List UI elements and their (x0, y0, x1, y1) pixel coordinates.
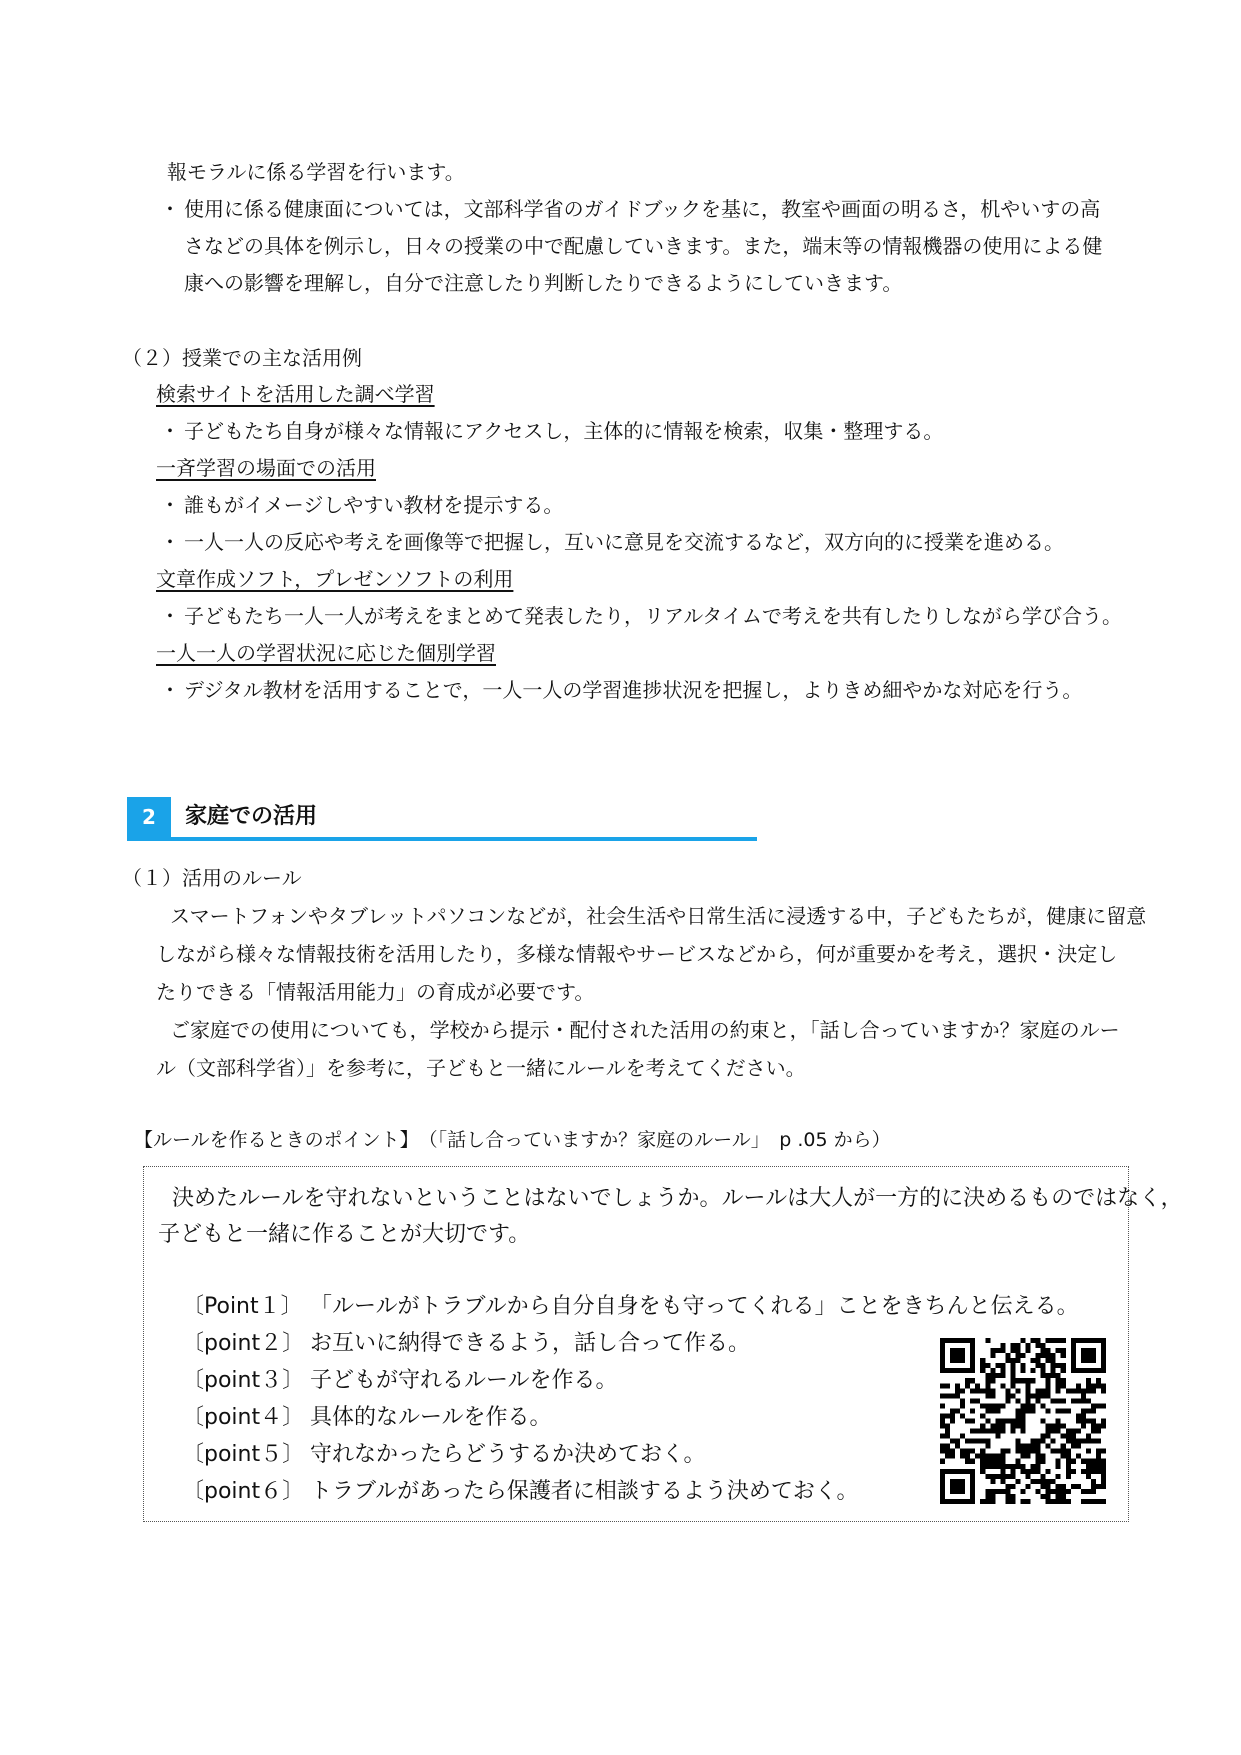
continuation-text: 報モラルに係る学習を行います。 (167, 160, 465, 184)
section-number-badge: 2 (127, 797, 171, 837)
paragraph-1-line-2: しながら様々な情報技術を活用したり，多様な情報やサービスなどから，何が重要かを考え，選択・決定し (156, 942, 1118, 966)
bullet-marker: ・ (160, 530, 180, 554)
point-text: 子どもが守れるルールを作る。 (310, 1368, 618, 1393)
section-title: 家庭での活用 (185, 804, 318, 829)
health-line-3: 康への影響を理解し，自分で注意したり判断したりできるようにしていきます。 (184, 271, 903, 295)
bullet-marker: ・ (160, 678, 180, 702)
example-bullet: 子どもたち自身が様々な情報にアクセスし，主体的に情報を検索，収集・整理する。 (184, 419, 944, 443)
section-2-header (127, 797, 757, 843)
point-label: 〔point６〕 (182, 1479, 305, 1504)
paragraph-2-line-1: ご家庭での使用についても，学校から提示・配付された活用の約束と，「話し合っていますか？家庭のルー (170, 1018, 1120, 1042)
qr-code-image[interactable] (940, 1338, 1106, 1504)
point-label: 〔point５〕 (182, 1442, 305, 1467)
example-bullet: デジタル教材を活用することで，一人一人の学習進捗状況を把握し，よりきめ細やかな対応を行う。 (184, 678, 1083, 702)
section-underline (127, 837, 757, 841)
example-bullet: 誰もがイメージしやすい教材を提示する。 (184, 493, 564, 517)
point-text: お互いに納得できるよう，話し合って作る。 (310, 1331, 751, 1356)
point-text: 具体的なルールを作る。 (310, 1405, 552, 1430)
subsection-1-heading: （１）活用のルール (122, 866, 302, 890)
example-title-group: 一斉学習の場面での活用 (156, 456, 376, 480)
point-text: 「ルールがトラブルから自分自身をも守ってくれる」ことをきちんと伝える。 (310, 1294, 1079, 1319)
subsection-2-heading: （２）授業での主な活用例 (122, 346, 362, 370)
bullet-marker: ・ (160, 419, 180, 443)
point-label: 〔point２〕 (182, 1331, 305, 1356)
point-label: 〔point４〕 (182, 1405, 305, 1430)
point-text: 守れなかったらどうするか決めておく。 (310, 1442, 706, 1467)
paragraph-1-line-1: スマートフォンやタブレットパソコンなどが，社会生活や日常生活に浸透する中，子どもたちが，健康に留意 (170, 904, 1147, 928)
example-title-search: 検索サイトを活用した調べ学習 (156, 382, 435, 406)
paragraph-1-line-3: たりできる「情報活用能力」の育成が必要です。 (156, 980, 595, 1004)
bullet-marker: ・ (160, 493, 180, 517)
example-bullet: 一人一人の反応や考えを画像等で把握し，互いに意見を交流するなど，双方向的に授業を進める。 (184, 530, 1064, 554)
point-text: トラブルがあったら保護者に相談するよう決めておく。 (310, 1479, 859, 1504)
box-intro-line-1: 決めたルールを守れないということはないでしょうか。ルールは大人が一方的に決めるものではなく， (172, 1186, 1183, 1211)
points-caption: 【ルールを作るときのポイント】 （「話し合っていますか？家庭のルール」 p .05 から） (134, 1129, 891, 1151)
example-title-software: 文章作成ソフト，プレゼンソフトの利用 (156, 567, 514, 591)
paragraph-2-line-2: ル（文部科学省）」を参考に，子どもと一緒にルールを考えてください。 (156, 1056, 806, 1080)
health-line-1: 使用に係る健康面については，文部科学省のガイドブックを基に，教室や画面の明るさ，机やいすの高 (184, 197, 1101, 221)
bullet-marker: ・ (160, 197, 180, 221)
point-label: 〔Point１〕 (182, 1294, 303, 1319)
point-label: 〔point３〕 (182, 1368, 305, 1393)
box-intro-line-2: 子どもと一緒に作ることが大切です。 (158, 1222, 531, 1247)
example-title-individual: 一人一人の学習状況に応じた個別学習 (156, 641, 496, 665)
bullet-marker: ・ (160, 604, 180, 628)
example-bullet: 子どもたち一人一人が考えをまとめて発表したり，リアルタイムで考えを共有したりしながら学び合う。 (184, 604, 1122, 628)
health-line-2: さなどの具体を例示し，日々の授業の中で配慮していきます。また，端末等の情報機器の使用による健 (184, 234, 1103, 258)
